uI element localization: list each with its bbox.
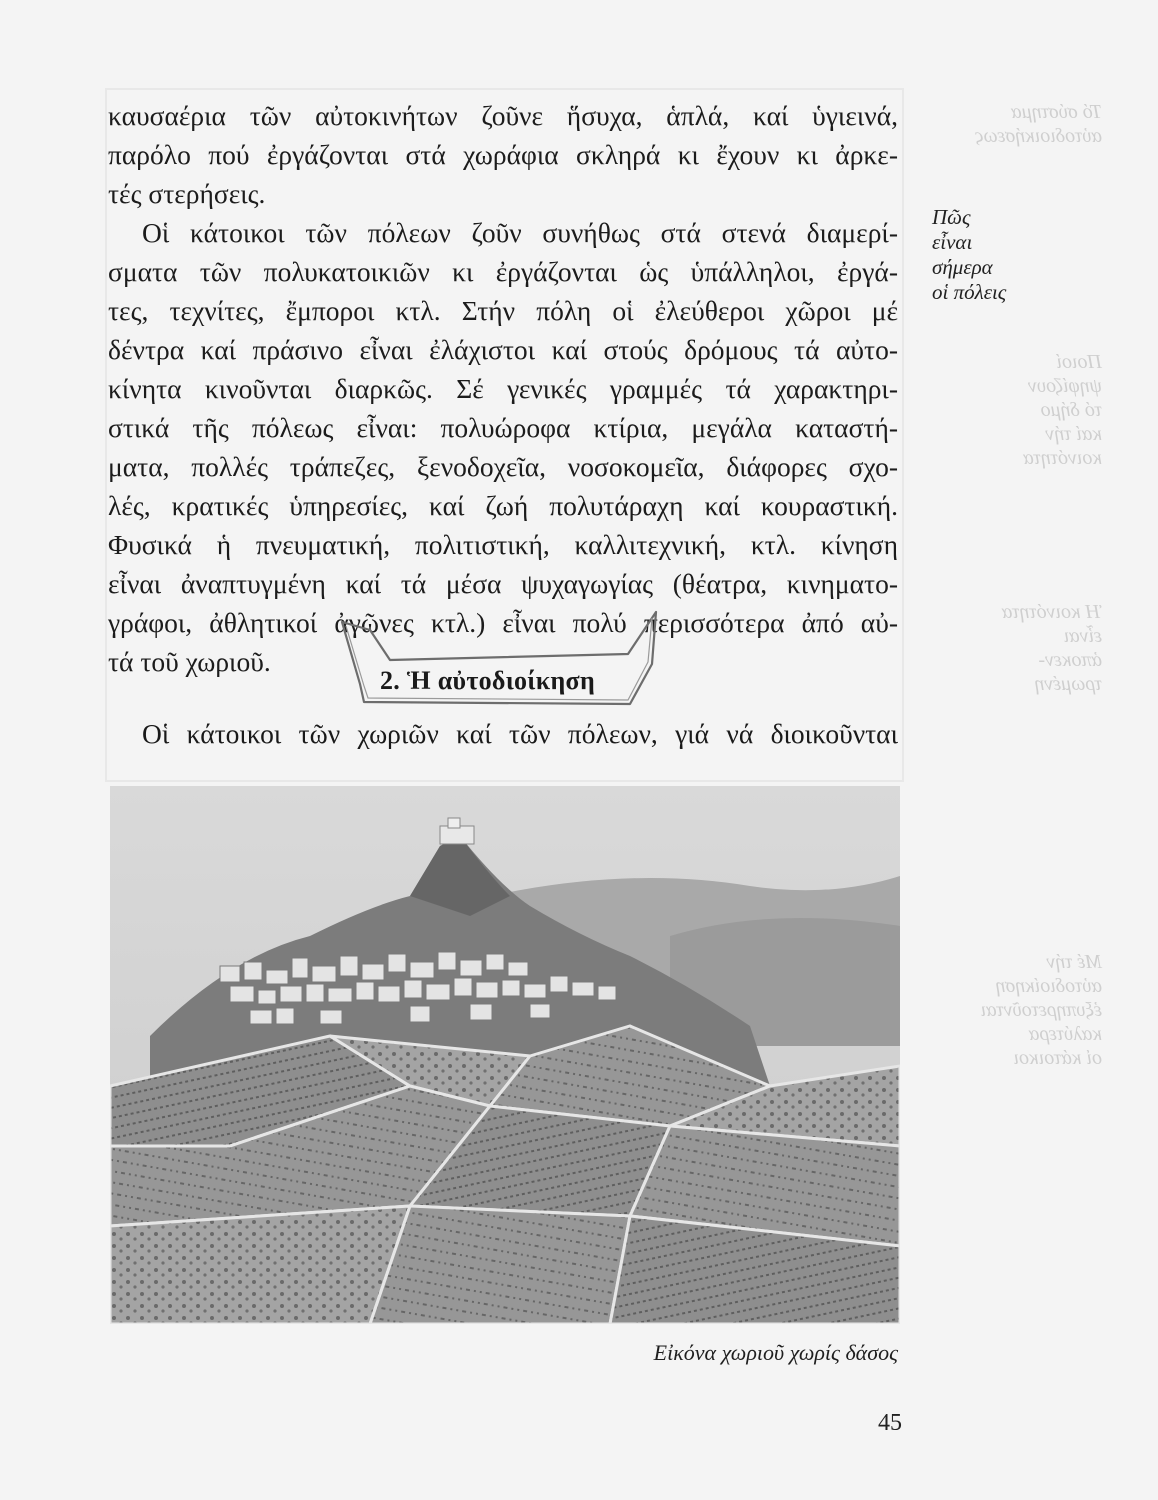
margin-note-line: Πῶς — [932, 205, 971, 229]
village-landscape-image — [110, 786, 900, 1324]
section-heading: 2. Ἡ αὐτοδιοίκηση — [380, 666, 596, 695]
text-line: κίνητα κινοῦνται διαρκῶς. Σέ γενικές γραμμές τά χαρακτηρι- — [108, 373, 898, 404]
text-line: τά τοῦ χωριοῦ. — [108, 646, 271, 677]
margin-note — [932, 205, 1082, 305]
hand-drawn-annotation-frame — [330, 594, 670, 714]
text-line: Φυσικά ἡ πνευματική, πολιτιστική, καλλιτεχνική, κτλ. κίνηση — [108, 529, 898, 560]
page-number: 45 — [878, 1410, 902, 1436]
margin-note-line: εἶναι — [932, 230, 973, 254]
text-line: καυσαέρια τῶν αὐτοκινήτων ζοῦνε ἥσυχα, ἁπλά, καί ὑγιεινά, — [108, 100, 898, 131]
margin-note-line: οἱ πόλεις — [932, 280, 1007, 304]
text-line: ματα, πολλές τράπεζες, ξενοδοχεῖα, νοσοκομεῖα, διάφορες σχο- — [108, 451, 898, 482]
text-line: σματα τῶν πολυκατοικιῶν κι ἐργάζονται ὡς ὑπάλληλοι, ἐργά- — [108, 256, 898, 287]
text-line: παρόλο πού ἐργάζονται στά χωράφια σκληρά κι ἔχουν κι ἀρκε- — [108, 139, 898, 170]
figure-caption: Εἰκόνα χωριοῦ χωρίς δάσος — [653, 1340, 898, 1365]
bleed-through-note: Τό σύστημα αὐτοδιοικήσεως — [975, 101, 1102, 147]
margin-note-line: σήμερα — [932, 255, 993, 279]
bleed-through-note: Ἡ κοινότητα εἶναι ἀποκεν- τρωμένη — [1001, 601, 1102, 695]
village-illustration — [110, 786, 900, 1324]
text-line: τες, τεχνίτες, ἔμποροι κτλ. Στήν πόλη οἱ ἐλεύθεροι χῶροι μέ — [108, 295, 898, 326]
text-line: τές στερήσεις. — [108, 178, 266, 209]
text-line: εἶναι ἀναπτυγμένη καί τά μέσα ψυχαγωγίας (θέατρα, κινηματο- — [108, 568, 898, 599]
bleed-through-note: Ποιοί ψηφίζουν τό δήμο καί τήν κοινότητα — [1023, 351, 1102, 469]
text-line: γράφοι, ἀθλητικοί ἀγῶνες κτλ.) εἶναι πολύ περισσότερα ἀπό αὐ- — [108, 607, 898, 638]
text-line: Οἱ κάτοικοι τῶν χωριῶν καί τῶν πόλεων, γιά νά διοικοῦνται — [142, 718, 898, 749]
text-line: λές, κρατικές ὑπηρεσίες, καί ζωή πολυτάραχη καί κουραστική. — [108, 490, 898, 521]
text-line: Οἱ κάτοικοι τῶν πόλεων ζοῦν συνήθως στά στενά διαμερί- — [142, 217, 898, 248]
bleed-through-note: Μέ τήν αὐτοδιοίκηση ἐξυπηρετοῦνται καλύτερα οἱ κάτοικοι — [980, 951, 1102, 1069]
text-line: δέντρα καί πράσινο εἶναι ἐλάχιστοι καί στούς δρόμους τά αὐτο- — [108, 334, 898, 365]
text-line: στικά τῆς πόλεως εἶναι: πολυώροφα κτίρια, μεγάλα καταστή- — [108, 412, 898, 443]
